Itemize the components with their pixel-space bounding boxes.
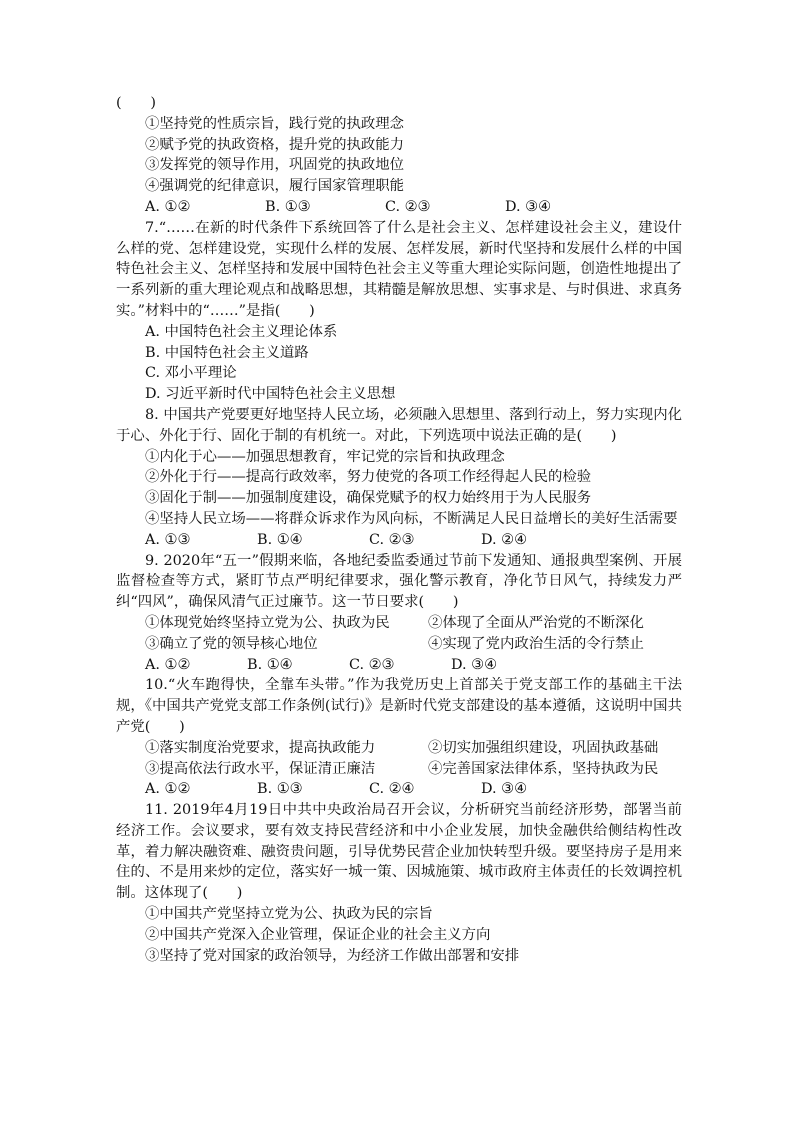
q10-option-4: ④完善国家法律体系，坚持执政为民 (428, 760, 659, 777)
q10-stem: 10.“火车跑得快，全靠车头带。”作为我党历史上首部关于党支部工作的基础主干法规，《中国共产党党支部工作条例(试行)》是新时代党支部建设的基本遵循，这说明中国共产党( ) (116, 677, 682, 735)
q9-choice-b: B. ①④ (247, 656, 293, 673)
q7-choice-d: D. 习近平新时代中国特色社会主义思想 (145, 386, 396, 403)
q6-choice-b: B. ①③ (265, 198, 311, 215)
q10-options-row-2 (116, 759, 682, 780)
q10-option-3: ③提高依法行政水平，保证清正廉洁 (145, 760, 376, 777)
q11-option-3: ③坚持了党对国家的政治领导，为经济工作做出部署和安排 (145, 947, 520, 964)
q8-choice-b: B. ①④ (257, 531, 303, 548)
q10-option-2: ②切实加强组织建设，巩固执政基础 (428, 739, 659, 756)
q10-choice-c: C. ②④ (369, 781, 415, 798)
q11-option-2: ②中国共产党深入企业管理，保证企业的社会主义方向 (145, 926, 491, 943)
q6-option-2: ②赋予党的执政资格，提升党的执政能力 (145, 136, 405, 153)
q9-options-row-1 (116, 613, 682, 634)
q9-choice-c: C. ②③ (349, 656, 395, 673)
q10-choice-b: B. ①③ (257, 781, 303, 798)
q9-option-1: ①体现党始终坚持立党为公、执政为民 (145, 614, 390, 631)
q9-choices (116, 655, 682, 676)
q8-option-2: ②外化于行——提高行政效率，努力使党的各项工作经得起人民的检验 (145, 469, 592, 486)
q9-choice-a: A. ①② (145, 656, 191, 673)
q9-option-4: ④实现了党内政治生活的令行禁止 (428, 635, 644, 652)
q6-option-4: ④强调党的纪律意识，履行国家管理职能 (145, 178, 405, 195)
q9-choice-d: D. ③④ (451, 656, 497, 673)
q8-choice-d: D. ②④ (481, 531, 527, 548)
q9-option-3: ③确立了党的领导核心地位 (145, 635, 318, 652)
q9-stem: 9. 2020年“五一”假期来临，各地纪委监委通过节前下发通知、通报典型案例、开展监督检查等方式，紧盯节点严明纪律要求，强化警示教育，净化节日风气，持续发力严纠“四风”，确保风清气正过廉节。这一节日要求( ) (116, 552, 682, 611)
q10-choices (116, 779, 682, 800)
q11-stem: 11. 2019年4月19日中共中央政治局召开会议，分析研究当前经济形势，部署当前经济工作。会议要求，要有效支持民营经济和中小企业发展，加快金融供给侧结构性改革，着力解决融资难、融资贵问题，引导优势民营企业加快转型升级。要坚持房子是用来住的、不是用来炒的定位，落实好一城一策、因城施策、城市政府主体责任的长效调控机制。这体现了( ) (116, 802, 682, 902)
q6-answer-bracket: ( ) (116, 95, 157, 111)
q8-choice-c: C. ②③ (369, 531, 415, 548)
q6-choices (116, 197, 682, 218)
q10-option-1: ①落实制度治党要求，提高执政能力 (145, 739, 376, 756)
q10-choice-a: A. ①② (145, 781, 191, 798)
q7-choice-b: B. 中国特色社会主义道路 (145, 344, 309, 361)
q7-choice-a: A. 中国特色社会主义理论体系 (145, 323, 338, 340)
q8-option-4: ④坚持人民立场——将群众诉求作为风向标，不断满足人民日益增长的美好生活需要 (145, 510, 678, 527)
q7-stem: 7.“……在新的时代条件下系统回答了什么是社会主义、怎样建设社会主义，建设什么样的党、怎样建设党，实现什么样的发展、怎样发展，新时代坚持和发展什么样的中国特色社会主义、怎样坚持和发展中国特色社会主义等重大理论实际问题，创造性地提出了一系列新的重大理论观点和战略思想，其精髓是解放思想、实事求是、与时俱进、求真务实。”材料中的“……”是指( ) (116, 219, 682, 319)
q6-option-3: ③发挥党的领导作用，巩固党的执政地位 (145, 157, 405, 174)
q11-option-1: ①中国共产党坚持立党为公、执政为民的宗旨 (145, 906, 433, 923)
q8-option-1: ①内化于心——加强思想教育，牢记党的宗旨和执政理念 (145, 448, 505, 465)
q8-option-3: ③固化于制——加强制度建设，确保党赋予的权力始终用于为人民服务 (145, 490, 592, 507)
q8-stem: 8. 中国共产党要更好地坚持人民立场，必须融入思想里、落到行动上，努力实现内化于心、外化于行、固化于制的有机统一。对此，下列选项中说法正确的是( ) (116, 406, 682, 444)
q10-options-row-1 (116, 738, 682, 759)
q8-choices (116, 530, 682, 551)
q6-choice-a: A. ①② (145, 198, 191, 215)
q8-choice-a: A. ①③ (145, 531, 191, 548)
q6-option-1: ①坚持党的性质宗旨，践行党的执政理念 (145, 115, 405, 132)
q9-options-row-2 (116, 634, 682, 655)
q6-choice-c: C. ②③ (385, 198, 431, 215)
exam-page (116, 93, 682, 966)
q10-choice-d: D. ③④ (481, 781, 527, 798)
q6-choice-d: D. ③④ (505, 198, 551, 215)
q7-choice-c: C. 邓小平理论 (145, 365, 237, 382)
q9-option-2: ②体现了全面从严治党的不断深化 (428, 614, 644, 631)
